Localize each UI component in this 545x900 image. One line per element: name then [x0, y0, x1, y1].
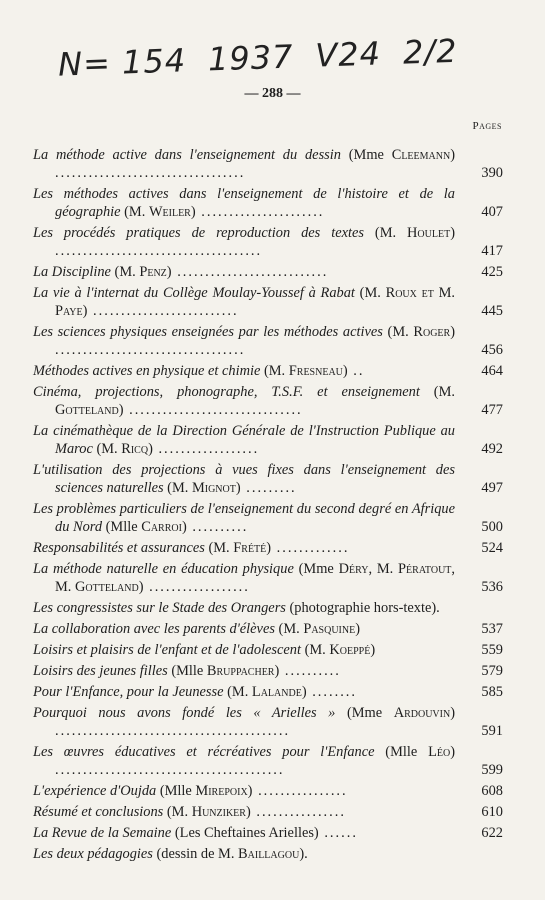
- entry-author-prefix: (M.: [419, 384, 455, 400]
- entry-author: Léo: [428, 744, 451, 760]
- entry-author-prefix: (Mme: [335, 705, 394, 721]
- dot-leader: ................: [252, 783, 348, 799]
- toc-entry-text: [33, 743, 469, 779]
- handwritten-number: N= 154: [57, 41, 187, 84]
- entry-page-number: 497: [481, 480, 503, 496]
- entry-author: Hunziker: [191, 804, 246, 820]
- entry-page-number: 492: [481, 441, 503, 457]
- toc-entry: [33, 263, 503, 281]
- dot-leader: ......................: [195, 204, 325, 220]
- toc-entry-text: [33, 422, 469, 458]
- toc-entry: [33, 803, 503, 821]
- entry-author-suffix: ): [235, 480, 241, 496]
- entry-author-suffix: ): [181, 519, 187, 535]
- entry-author-suffix: ): [450, 324, 455, 340]
- entry-title: Les sciences physiques enseignées par les méthodes actives: [33, 324, 383, 340]
- entry-title: La Discipline: [33, 264, 111, 280]
- entry-author-prefix: (M.: [260, 363, 289, 379]
- entry-page-number: 585: [481, 684, 503, 700]
- entry-title: Les procédés pratiques de reproduction des textes: [33, 225, 364, 241]
- entry-author: Déry, M. Pératout, M. Gotteland: [55, 561, 456, 595]
- toc-entry-text: [33, 185, 469, 221]
- toc-entry-text: [33, 284, 469, 320]
- entry-author-prefix: (Mlle: [374, 744, 429, 760]
- entry-page-number: 536: [481, 579, 503, 595]
- entry-author-prefix: (M.: [163, 804, 192, 820]
- entry-author-suffix: ): [148, 441, 153, 457]
- entry-author-suffix: ): [301, 684, 307, 700]
- toc-entry: [33, 461, 503, 497]
- entry-title: L'utilisation des projections à vues fixes dans l'enseignement des sciences naturelles: [33, 462, 455, 496]
- entry-author: Roger: [413, 324, 451, 340]
- entry-page-number: 622: [481, 825, 503, 841]
- toc-entry: [33, 782, 503, 800]
- entry-author-prefix: (M.: [204, 540, 234, 556]
- entry-author: Penz: [139, 264, 167, 280]
- entry-author-suffix: ): [138, 579, 144, 595]
- toc-entry-text: [33, 539, 469, 557]
- toc-entry-text: [33, 146, 469, 182]
- entry-author-prefix: (Les Cheftaines Arielles): [171, 825, 319, 841]
- entry-page-number: 500: [481, 519, 503, 535]
- entry-title: L'expérience d'Oujda: [33, 783, 157, 799]
- entry-title: Les congressistes sur le Stade des Orangers: [33, 600, 286, 616]
- entry-page-number: 425: [481, 264, 503, 280]
- entry-page-number: 407: [481, 204, 503, 220]
- entry-title: Les méthodes actives dans l'enseignement de l'histoire et de la géographie: [33, 186, 455, 220]
- entry-author-prefix: (dessin de M.: [152, 846, 239, 862]
- dot-leader: ..........................: [87, 303, 239, 319]
- dot-leader: ..................: [143, 579, 250, 595]
- entry-page-number: 537: [481, 621, 503, 637]
- entry-author-prefix: (M.: [223, 684, 252, 700]
- entry-author-prefix: (M.: [110, 264, 140, 280]
- toc-entry: [33, 683, 503, 701]
- entry-author-suffix: ).: [299, 846, 308, 862]
- toc-entry-text: [33, 599, 469, 617]
- entry-page-number: 464: [481, 363, 503, 379]
- entry-author-prefix: (Mlle: [156, 783, 196, 799]
- table-of-contents: [33, 146, 503, 866]
- pages-column-header: Pages: [472, 120, 502, 132]
- entry-author: Lalande: [251, 684, 302, 700]
- entry-title: Loisirs et plaisirs de l'enfant et de l'adolescent: [33, 642, 301, 658]
- entry-title: La vie à l'internat du Collège Moulay-Youssef à Rabat: [33, 285, 355, 301]
- entry-author: Mignot: [191, 480, 236, 496]
- dot-leader: .............: [271, 540, 350, 556]
- entry-author: Fresneau: [288, 363, 343, 379]
- dot-leader: ..................................: [55, 165, 246, 181]
- toc-entry-text: [33, 704, 469, 740]
- handwritten-annotation: [57, 30, 498, 83]
- entry-author-suffix: ): [450, 225, 455, 241]
- entry-author-prefix: (M.: [274, 621, 304, 637]
- toc-entry-text: [33, 263, 469, 281]
- entry-author-prefix: (Mlle: [167, 663, 207, 679]
- entry-title: Loisirs des jeunes filles: [33, 663, 168, 679]
- entry-author-prefix: (photographie hors-texte).: [285, 600, 440, 616]
- toc-entry-text: [33, 845, 469, 863]
- entry-author: Mirepoix: [195, 783, 248, 799]
- entry-title: La collaboration avec les parents d'élèves: [33, 621, 275, 637]
- toc-entry: [33, 383, 503, 419]
- entry-author-suffix: ): [370, 642, 376, 658]
- entry-author: Cleemann: [391, 147, 451, 163]
- toc-entry-text: [33, 683, 469, 701]
- dot-leader: ..: [347, 363, 365, 379]
- toc-entry-text: [33, 824, 469, 842]
- toc-entry-text: [33, 620, 469, 638]
- dot-leader: .........: [240, 480, 297, 496]
- toc-entry-text: [33, 641, 469, 659]
- toc-entry: [33, 662, 503, 680]
- entry-author-suffix: ): [82, 303, 88, 319]
- toc-entry-text: [33, 362, 469, 380]
- toc-entry: [33, 704, 503, 740]
- entry-page-number: 477: [481, 402, 503, 418]
- toc-entry: [33, 284, 503, 320]
- entry-page-number: 524: [481, 540, 503, 556]
- toc-entry: [33, 620, 503, 638]
- dot-leader: .....................................: [55, 243, 263, 259]
- toc-entry: [33, 185, 503, 221]
- toc-entry-text: [33, 662, 469, 680]
- entry-title: Pour l'Enfance, pour la Jeunesse: [33, 684, 224, 700]
- dot-leader: ..........................................: [55, 723, 291, 739]
- entry-author-suffix: ): [450, 705, 455, 721]
- toc-entry-text: [33, 803, 469, 821]
- entry-author-prefix: (M.: [354, 285, 386, 301]
- toc-entry: [33, 146, 503, 182]
- dot-leader: ..........: [279, 663, 341, 679]
- entry-author: Baillagou: [238, 846, 300, 862]
- toc-entry: [33, 824, 503, 842]
- dot-leader: ...............................: [123, 402, 303, 418]
- toc-entry-text: [33, 323, 469, 359]
- entry-author: Gotteland: [55, 402, 119, 418]
- entry-author-suffix: ): [450, 147, 455, 163]
- entry-author-prefix: (Mme: [340, 147, 392, 163]
- entry-title: Les problèmes particuliers de l'enseignement du second degré en Afrique du Nord: [33, 501, 455, 535]
- entry-page-number: 390: [481, 165, 503, 181]
- entry-author: Pasquine: [303, 621, 356, 637]
- entry-author-suffix: ): [118, 402, 124, 418]
- entry-author: Ricq: [121, 441, 149, 457]
- entry-author-suffix: ): [245, 804, 251, 820]
- page-number: — 288 —: [244, 86, 301, 101]
- entry-page-number: 599: [481, 762, 503, 778]
- dot-leader: ......: [318, 825, 358, 841]
- entry-author-suffix: ): [355, 621, 361, 637]
- toc-entry: [33, 539, 503, 557]
- toc-entry: [33, 323, 503, 359]
- entry-author: Houlet: [407, 225, 451, 241]
- entry-page-number: 610: [481, 804, 503, 820]
- entry-author-prefix: (Mme: [293, 561, 339, 577]
- entry-author-prefix: (M.: [363, 225, 408, 241]
- entry-author-suffix: ): [166, 264, 172, 280]
- entry-page-number: 591: [481, 723, 503, 739]
- entry-author-suffix: ): [274, 663, 280, 679]
- entry-author: Ardouvin: [393, 705, 451, 721]
- dot-leader: .........................................: [55, 762, 285, 778]
- toc-entry-text: [33, 461, 469, 497]
- toc-entry: [33, 845, 503, 863]
- dot-leader: ..................................: [55, 342, 246, 358]
- entry-page-number: 579: [481, 663, 503, 679]
- entry-title: La méthode active dans l'enseignement du dessin: [33, 147, 341, 163]
- entry-page-number: 445: [481, 303, 503, 319]
- entry-author-suffix: ): [342, 363, 348, 379]
- entry-title: Méthodes actives en physique et chimie: [33, 363, 261, 379]
- dot-leader: ..........: [186, 519, 249, 535]
- entry-author-prefix: (Mlle: [102, 519, 142, 535]
- entry-author-prefix: (M.: [120, 204, 149, 220]
- entry-title: La cinémathèque de la Direction Générale de l'Instruction Publique au Maroc: [33, 423, 455, 457]
- entry-title: Responsabilités et assurances: [33, 540, 205, 556]
- entry-author-suffix: ): [450, 744, 455, 760]
- dot-leader: ..................: [152, 441, 260, 457]
- entry-page-number: 608: [481, 783, 503, 799]
- toc-entry-text: [33, 782, 469, 800]
- toc-entry: [33, 362, 503, 380]
- entry-author: Bruppacher: [206, 663, 275, 679]
- handwritten-part: 2/2: [402, 31, 459, 72]
- entry-author: Roux et M. Paye: [55, 285, 455, 319]
- toc-entry: [33, 641, 503, 659]
- entry-title: La méthode naturelle en éducation physique: [33, 561, 294, 577]
- entry-author-suffix: ): [266, 540, 272, 556]
- toc-entry-text: [33, 383, 469, 419]
- entry-author-prefix: (M.: [300, 642, 330, 658]
- entry-title: Cinéma, projections, phonographe, T.S.F. et enseignement: [33, 384, 420, 400]
- entry-author: Frété: [233, 540, 267, 556]
- entry-page-number: 456: [481, 342, 503, 358]
- entry-author-suffix: ): [190, 204, 196, 220]
- entry-author: Weiler: [148, 204, 191, 220]
- entry-author: Koeppé: [329, 642, 371, 658]
- entry-author: Carroi: [141, 519, 182, 535]
- entry-title: Les deux pédagogies: [33, 846, 153, 862]
- toc-entry-text: [33, 560, 469, 596]
- dot-leader: ........: [306, 684, 357, 700]
- toc-entry-text: [33, 224, 469, 260]
- handwritten-year: 1937: [207, 37, 295, 79]
- entry-title: Les œuvres éducatives et récréatives pour l'Enfance: [33, 744, 375, 760]
- toc-entry: [33, 500, 503, 536]
- handwritten-volume: V24: [314, 34, 382, 75]
- entry-title: La Revue de la Semaine: [33, 825, 172, 841]
- toc-entry: [33, 422, 503, 458]
- entry-title: Pourquoi nous avons fondé les « Arielles »: [33, 705, 336, 721]
- toc-entry: [33, 599, 503, 617]
- toc-entry: [33, 560, 503, 596]
- entry-title: Résumé et conclusions: [33, 804, 164, 820]
- entry-author-prefix: (M.: [92, 441, 122, 457]
- entry-author-prefix: (M.: [163, 480, 192, 496]
- dot-leader: ................: [250, 804, 346, 820]
- entry-page-number: 417: [481, 243, 503, 259]
- toc-entry-text: [33, 500, 469, 536]
- entry-author-prefix: (M.: [382, 324, 414, 340]
- toc-entry: [33, 224, 503, 260]
- dot-leader: ...........................: [171, 264, 329, 280]
- toc-entry: [33, 743, 503, 779]
- entry-page-number: 559: [481, 642, 503, 658]
- entry-author-suffix: ): [247, 783, 253, 799]
